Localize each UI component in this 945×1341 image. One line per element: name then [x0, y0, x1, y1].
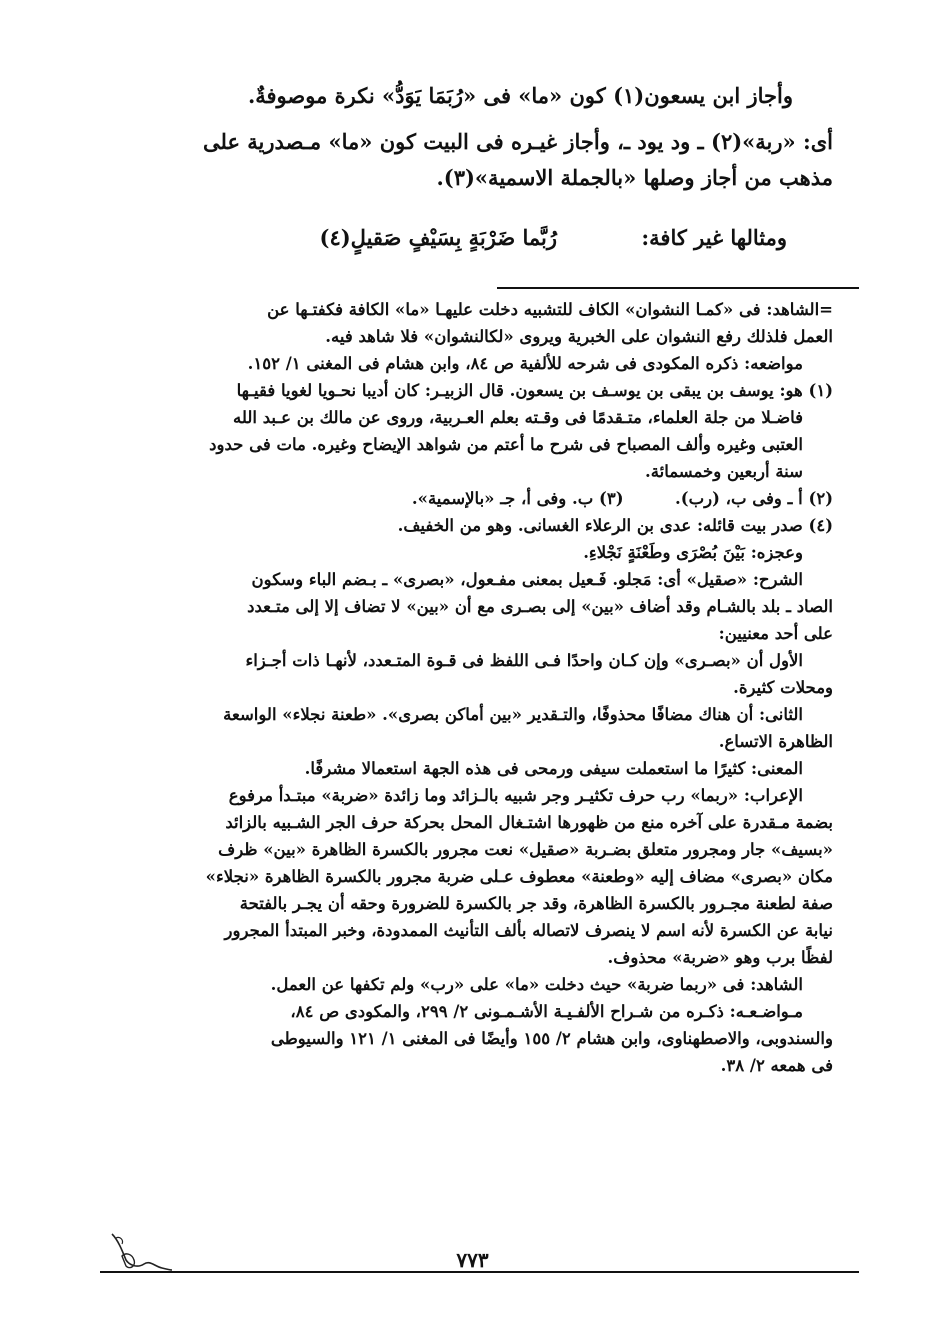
note-line: العتبى وغيره وألف المصباح فى شرح ما أعتم من شواهد الإيضاح وغيره. مات فى حدود — [209, 435, 803, 454]
note-line: فى همعه ٢/ ٣٨. — [720, 1056, 833, 1075]
note-line: على أحد معنيين: — [718, 624, 833, 643]
note-line: مكان «بصرى» مضاف إليه «وطعنة» معطوف عـلى ضربة مجرور بالكسرة الظاهرة «نجلاء» — [205, 867, 833, 886]
note-line: المعنى: كثيرًا ما استعملت سيفى ورمحى فى هذه الجهة استعمالا مشرفًا. — [304, 759, 803, 778]
note-line: صفة لطعنة مجـرور بالكسرة الظاهرة، وقد جر بالكسرة للضرورة وحقه أن يجـر بالفتحة — [239, 894, 833, 913]
note-line: نيابة عن الكسرة لأنه اسم لا ينصرف لاتصاله بألف التأنيث الممدودة، وخبر المبتدأ المجرور — [224, 921, 833, 940]
note-line: والسندوبى، والاصطهناوى، وابن هشام ٢/ ١٥٥ وأيضًا فى المغنى ١/ ١٢١ والسيوطى — [270, 1029, 833, 1048]
note-line: ومحلات كثيرة. — [733, 678, 833, 697]
ornament-icon — [104, 1226, 174, 1274]
note-2: (٢) أ ـ وفى ب، (رب). — [675, 489, 833, 508]
note-3: (٣) ب. وفى أ، جـ «بالإسمية». — [411, 489, 624, 508]
note-line: الثانى: أن هناك مضافًا محذوفًا، والتـقدير «بين أماكن بصرى». «طعنة نجلاء» الواسعة — [223, 705, 803, 724]
note-line: مـواضـعـه: ذكـره من شـراح الألفـيـة الأشـمـونى ٢/ ٢٩٩، والمكودى ص ٨٤، — [290, 1002, 803, 1021]
note-line: الشاهد: فى «ربما ضربة» حيث دخلت «ما» على «رب» ولم تكفها عن العمل. — [270, 975, 803, 994]
note-line: العمل فلذلك رفع النشوان على الخبرية ويروى «لكالنشوان» فلا شاهد فيه. — [325, 327, 833, 346]
footnotes — [100, 296, 833, 1079]
note-line: (١) هو: يوسف بن يبقى بن يوسـف بن يسعون. قال الزبيـر: كان أديبا نحـويا لغويا فقيـها — [236, 381, 833, 400]
note-line: (٤) صدر بيت قائله: عدى بن الرعلاء الغسانى. وهو من الخفيف. — [397, 516, 833, 535]
note-line: سنة أربعين وخمسمائة. — [645, 462, 803, 481]
verse-text: رُبَّما ضَرْبَةٍ بِسَيْفٍ صَقيلٍ(٤) — [319, 225, 557, 250]
verse-label: ومثالها غير كافة: — [641, 225, 787, 250]
note-line: الظاهرة الاتساع. — [718, 732, 833, 751]
main-text — [100, 78, 833, 196]
main-line-1: وأجاز ابن يسعون(١) كون «ما» فى «رُبَمَا يَوَدُّ» نكرة موصوفةٌ. — [247, 83, 793, 108]
note-line: بضمة مـقدرة على آخره منع من ظهورها اشتـغال المحل بحركة حرف الجر الشـبيه بالزائد — [225, 813, 833, 832]
note-line: الشرح: «صقيل» أى: مَجلو. فَـعيل بمعنى مفـعول، «بصرى» ـ بـضم الباء وسكون — [251, 570, 803, 589]
note-line: وعجزه: بَيْنَ بُصْرَى وطَعْنَةٍ نَجْلاءِ. — [583, 543, 803, 562]
page-number: ٧٧٣ — [456, 1248, 489, 1272]
note-line: الإعراب: «ربما» رب حرف تكثيـر وجر شبيه بالـزائد وما زائدة «ضربة» مبتـدأ مرفوع — [228, 786, 803, 805]
note-line: «بسيف» جار ومجرور متعلق بضـربة «صقيل» نعت مجرور بالكسرة الظاهرة «بين» ظرف — [218, 840, 833, 859]
note-line: الصاد ـ بلد بالشـام وقد أضاف «بين» إلى بصـرى مع أن «بين» لا تضاف إلا إلى متـعدد — [247, 597, 833, 616]
footnote-separator — [497, 287, 859, 289]
note-line: مواضعه: ذكره المكودى فى شرحه للألفية ص ٨٤، وابن هشام فى المغنى ١/ ١٥٢. — [247, 354, 803, 373]
note-line: لفظًا برب وهو «ضربة» محذوف. — [607, 948, 833, 967]
note-line: الأول أن «بصـرى» وإن كـان واحدًا فـى اللفظ فى قـوة المتـعدد، لأنهـا ذات أجـزاء — [245, 651, 803, 670]
note-line: فاضـلا من جلة العلماء، متـقدمًا فى وقـته بعلم العـربية، وروى عن مالك بن عـبد الله — [233, 408, 803, 427]
footer-rule — [100, 1271, 859, 1273]
main-line-2: أى: «ربة»(٢) ـ ود يود ـ، وأجاز غيـره فى البيت كون «ما» مـصدرية على — [203, 129, 833, 154]
note-line: =الشاهد: فى «كمـا النشوان» الكاف للتشبيه دخلت عليهـا «ما» الكافة فكفتـها عن — [267, 300, 833, 319]
main-line-3: مذهب من أجاز وصلها «بالجملة الاسمية»(٣). — [436, 165, 833, 190]
note-line — [100, 485, 833, 512]
